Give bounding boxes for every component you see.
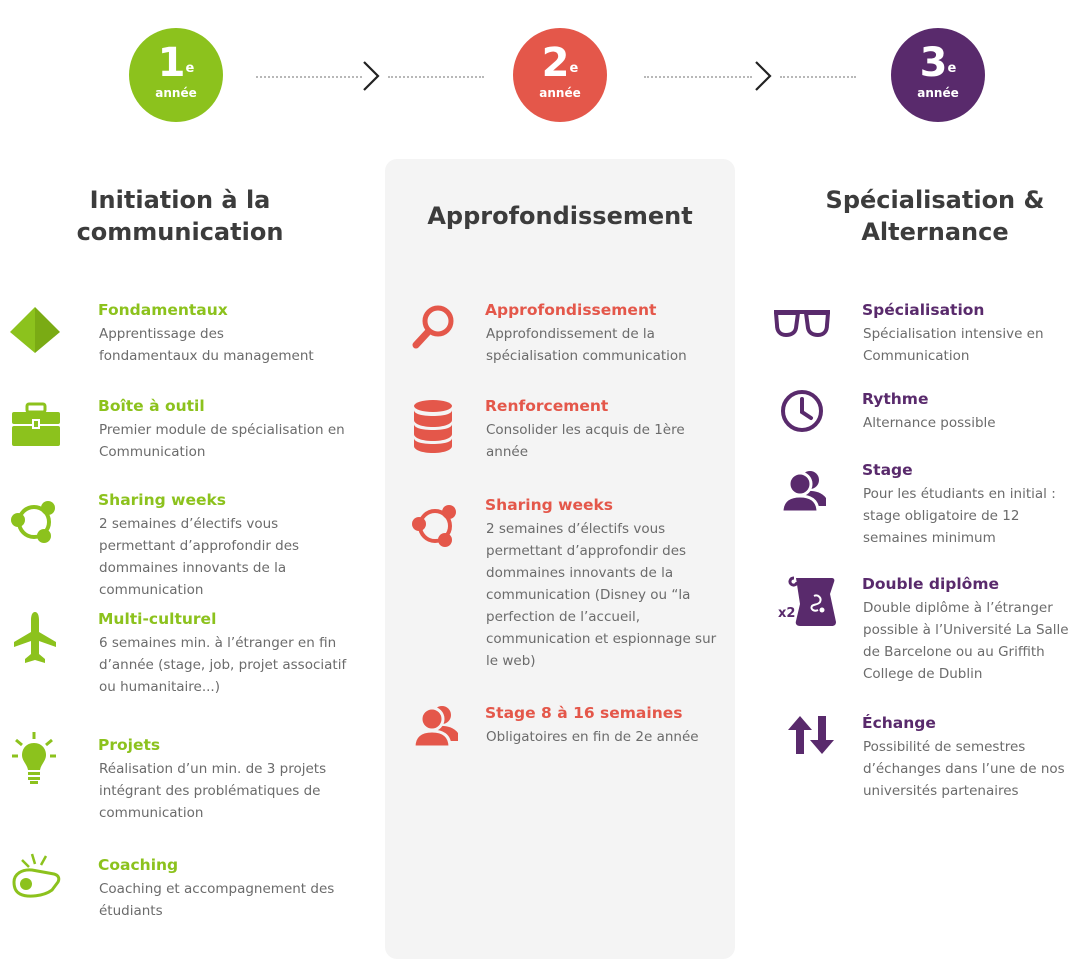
item-text: Premier module de spécialisation en Communication <box>99 422 345 460</box>
item-text: Apprentissage des fondamentaux du management <box>99 326 314 364</box>
dotted-connector <box>780 76 856 78</box>
share-icon <box>411 502 459 550</box>
list-item <box>98 490 358 601</box>
item-title: Double diplôme <box>862 575 999 593</box>
diploma-count-badge: x2 <box>778 606 796 621</box>
step-number: 2 <box>541 40 569 86</box>
item-title: Échange <box>862 714 936 732</box>
item-title: Projets <box>98 736 161 754</box>
item-title: Spécialisation <box>862 301 985 319</box>
list-item <box>485 396 720 463</box>
column-title-year-2: Approfondissement <box>427 202 693 230</box>
item-text: Double diplôme à l’étranger possible à l’Université La Salle de Barcelone ou au Griffith College de Dublin <box>863 600 1069 682</box>
list-item <box>98 396 358 463</box>
item-text: Pour les étudiants en initial : stage obligatoire de 12 semaines minimum <box>863 486 1056 546</box>
item-title: Rythme <box>862 390 929 408</box>
list-item <box>485 703 720 748</box>
step-suffix: e <box>947 61 957 76</box>
item-text: 6 semaines min. à l’étranger en fin d’année (stage, job, projet associatif ou humanitaire...) <box>99 635 347 695</box>
item-text: Spécialisation intensive en Communication <box>863 326 1044 364</box>
glasses-icon <box>772 308 832 338</box>
item-title: Boîte à outil <box>98 397 205 415</box>
lightbulb-icon <box>10 730 58 786</box>
dotted-connector <box>644 76 752 78</box>
item-title: Renforcement <box>485 397 609 415</box>
step-badge-year-2 <box>513 28 607 122</box>
item-title: Stage <box>862 461 913 479</box>
item-text: Possibilité de semestres d’échanges dans l’une de nos universités partenaires <box>863 739 1065 799</box>
step-label: année <box>539 86 581 100</box>
item-title: Approfondissement <box>485 301 657 319</box>
item-text: 2 semaines d’électifs vous permettant d’approfondir des dommaines innovants de la communication (Disney ou “la perfection de l’accueil, communication et espionnage sur le web) <box>486 521 717 669</box>
item-text: Coaching et accompagnement des étudiants <box>99 881 335 919</box>
chevron-right-icon <box>750 60 780 92</box>
users-icon <box>780 468 828 514</box>
step-label: année <box>917 86 959 100</box>
share-icon <box>10 498 58 546</box>
item-text: Consolider les acquis de 1ère année <box>486 422 685 460</box>
item-title: Stage 8 à 16 semaines <box>485 704 683 722</box>
step-badge-year-3 <box>891 28 985 122</box>
item-title: Fondamentaux <box>98 301 228 319</box>
list-item <box>98 855 358 922</box>
diploma-icon <box>788 574 838 630</box>
step-number: 1 <box>157 40 185 86</box>
exchange-arrows-icon <box>788 714 834 756</box>
item-title: Sharing weeks <box>485 496 614 514</box>
chevron-right-icon <box>358 60 388 92</box>
item-text: Obligatoires en fin de 2e année <box>486 729 699 745</box>
step-label: année <box>155 86 197 100</box>
dotted-connector <box>256 76 362 78</box>
item-title: Coaching <box>98 856 179 874</box>
item-text: Réalisation d’un min. de 3 projets intégrant des problématiques de communication <box>99 761 327 821</box>
column-title-year-3: Spécialisation & Alternance <box>825 186 1045 246</box>
step-badge-year-1 <box>129 28 223 122</box>
whistle-icon <box>8 852 62 900</box>
list-item <box>98 609 363 698</box>
list-item <box>862 574 1080 685</box>
list-item <box>98 300 358 367</box>
item-title: Sharing weeks <box>98 491 227 509</box>
item-title: Multi-culturel <box>98 610 217 628</box>
item-text: Alternance possible <box>863 415 996 431</box>
clock-icon <box>780 389 824 433</box>
step-number: 3 <box>919 40 947 86</box>
item-text: Approfondissement de la spécialisation communication <box>486 326 687 364</box>
list-item <box>485 495 720 672</box>
pyramid-icon <box>8 305 62 355</box>
list-item <box>485 300 720 367</box>
database-icon <box>412 398 454 454</box>
item-text: 2 semaines d’électifs vous permettant d’approfondir des dommaines innovants de la communication <box>99 516 300 598</box>
users-icon <box>412 703 460 749</box>
list-item <box>862 300 1077 367</box>
list-item <box>98 735 358 824</box>
step-suffix: e <box>185 61 195 76</box>
step-suffix: e <box>569 61 579 76</box>
list-item <box>862 713 1077 802</box>
airplane-icon <box>12 610 58 666</box>
column-title-year-1: Initiation à la communication <box>76 186 284 246</box>
list-item <box>862 389 1077 434</box>
dotted-connector <box>388 76 484 78</box>
magnifier-icon <box>410 303 456 351</box>
list-item <box>862 460 1080 549</box>
toolbox-icon <box>10 402 62 448</box>
